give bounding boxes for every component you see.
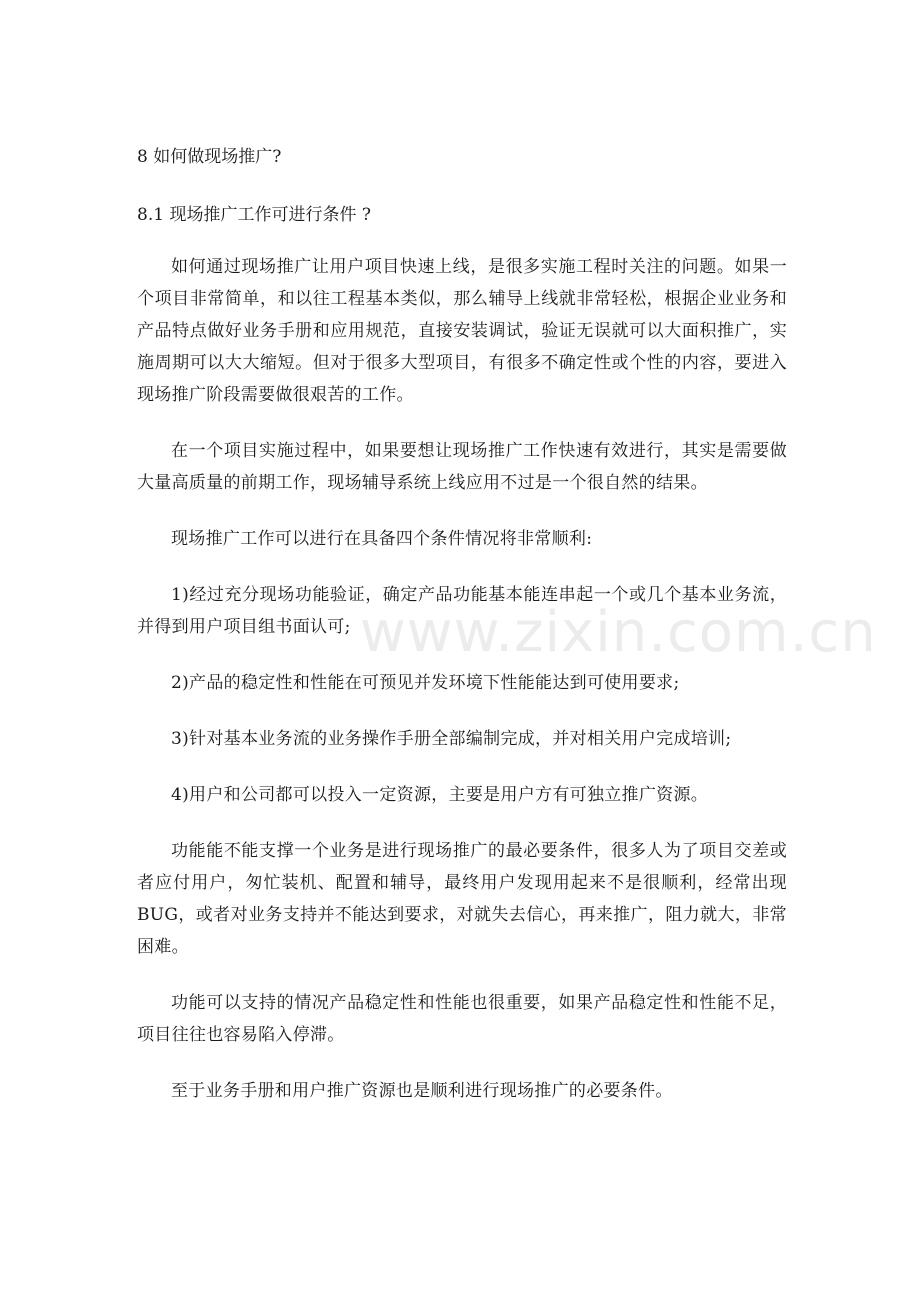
list-item-condition-4: 4)用户和公司都可以投入一定资源，主要是用户方有可独立推广资源。 <box>171 785 709 805</box>
list-item-condition-1: 1)经过充分现场功能验证，确定产品功能基本能连串起一个或几个基本业务流，并得到用户项目组书面认可; <box>137 585 787 637</box>
list-item-condition-3: 3)针对基本业务流的业务操作手册全部编制完成，并对相关用户完成培训; <box>171 729 732 749</box>
list-item-condition-2: 2)产品的稳定性和性能在可预见并发环境下性能能达到可使用要求; <box>171 673 680 693</box>
watermark: www.zixin.com.cn <box>360 600 877 665</box>
paragraph-preparation: 在一个项目实施过程中，如果要想让现场推广工作快速有效进行，其实是需要做大量高质量的前期工作，现场辅导系统上线应用不过是一个很自然的结果。 <box>137 441 787 493</box>
paragraph-conditions-lead: 现场推广工作可以进行在具备四个条件情况将非常顺利: <box>171 529 593 549</box>
paragraph-stability: 功能可以支持的情况产品稳定性和性能也很重要，如果产品稳定性和性能不足，项目往往也容易陷入停滞。 <box>137 993 787 1045</box>
paragraph-intro: 如何通过现场推广让用户项目快速上线，是很多实施工程时关注的问题。如果一个项目非常简单，和以往工程基本类似，那么辅导上线就非常轻松，根据企业业务和产品特点做好业务手册和应用规范，直接安装调试，验证无误就可以大面积推广，实施周期可以大大缩短。但对于很多大型项目，有很多不确定性或个性的内容，要进入现场推广阶段需要做很艰苦的工作。 <box>137 257 787 405</box>
subsection-heading: 8.1 现场推广工作可进行条件 ? <box>137 205 371 225</box>
document-body <box>137 141 787 1131</box>
section-heading: 8 如何做现场推广? <box>137 147 282 167</box>
paragraph-function-support: 功能能不能支撑一个业务是进行现场推广的最必要条件，很多人为了项目交差或者应付用户，匆忙装机、配置和辅导，最终用户发现用起来不是很顺利，经常出现 BUG，或者对业务支持并不能达到要求，对就失去信心，再来推广，阻力就大，非常困难。 <box>137 841 787 957</box>
paragraph-manuals-resources: 至于业务手册和用户推广资源也是顺利进行现场推广的必要条件。 <box>171 1081 673 1101</box>
